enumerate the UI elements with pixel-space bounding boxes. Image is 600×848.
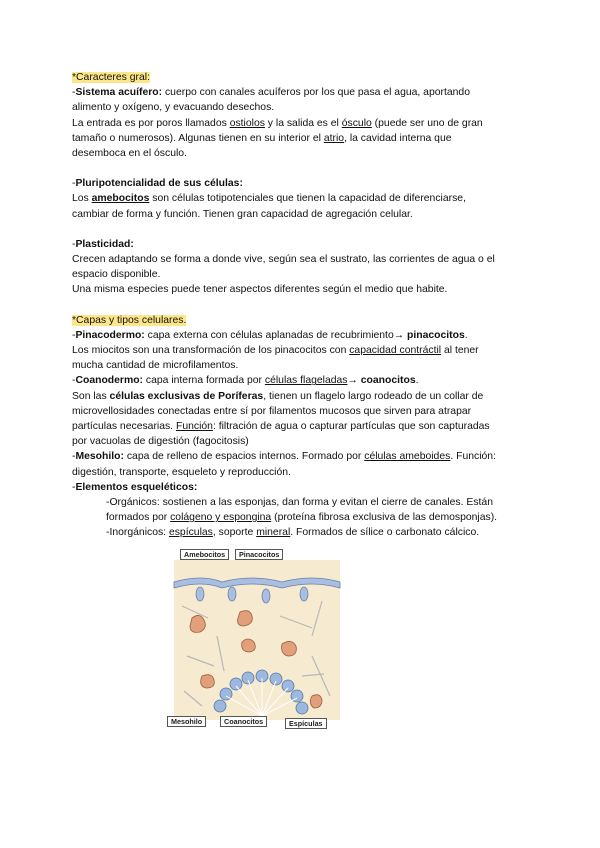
label-amebocitos: Amebocitos <box>180 549 229 560</box>
sponge-cell-diagram <box>162 546 352 730</box>
label-pinacocitos: Pinacocitos <box>235 549 283 560</box>
label-mesohilo: Mesohilo <box>167 716 206 727</box>
sponge-illustration <box>162 546 352 730</box>
heading-plasticidad: -Plasticidad: <box>72 238 134 250</box>
list-item-organicos: -Orgánicos: sostienen a las esponjas, dan forma y evitan el cierre de canales. Están <box>106 497 493 509</box>
label-coanocitos: Coanocitos <box>220 716 267 727</box>
heading-pluripotencialidad: -Pluripotencialidad de sus células: <box>72 178 243 190</box>
section-title-capas: *Capas y tipos celulares. <box>72 314 187 326</box>
paragraph-sistema-acuifero: -Sistema acuífero: cuerpo con canales acuíferos por los que pasa el agua, aportando <box>72 87 470 99</box>
label-espiculas: Espículas <box>285 718 327 729</box>
paragraph-coanodermo: -Coanodermo: capa interna formada por células flageladas→ coanocitos. <box>72 375 419 387</box>
document-body: *Caracteres gral: -Sistema acuífero: cuerpo con canales acuíferos por los que pasa el agua, aportando alimento y oxígeno, y evacuando desechos. La entrada es por poros llamados ostiolos y la salida es el ósculo (puede ser uno de gran tamaño o numerosos). Algunas tienen en su interior el atrio, la cavidad interna que desemboca en el ósculo. -Pluripotencialidad de sus células: Los amebocitos son células totipotenciales que tienen la capacidad de diferenciarse, cambiar de forma y función. Tienen gran capacidad de agregación celular. -Plasticidad: Crecen adaptando se forma a donde vive, según sea el sustrato, las corrientes de agua o el espacio disponible. Una misma especies puede tener aspectos diferentes según el medio que habite. *Capas y tipos celulares. -Pinacodermo: capa externa con células aplanadas de recubrimiento→ pinacocitos. Los miocitos son una transformación de los pinacocitos con capacidad contráctil al tener mucha cantidad de microfilamentos. -Coanodermo: capa interna formada por células flageladas→ coanocitos. Son las células exclusivas de Poríferas, tienen un flagelo largo rodeado de un collar de microvellosidades conectadas entre sí por filamentos mucosos que sirven para atrapar partículas necesarias. Función: filtración de agua o capturar partículas que son capturadas por vacuolas de digestión (fagocitosis) -Mesohilo: capa de relleno de espacios internos. Formado por células ameboides. Función: digestión, transporte, esqueleto y reproducción. -Elementos esqueléticos: -Orgánicos: sostienen a las esponjas, dan forma y evitan el cierre de canales. Están formados por colágeno y espongina (proteína fibrosa exclusiva de las demosponjas). -Inorgánicos: espículas, soporte mineral. Formados de sílice o carbonato cálcico. <box>72 70 532 541</box>
paragraph-mesohilo: -Mesohilo: capa de relleno de espacios internos. Formado por células ameboides. Función: <box>72 451 496 463</box>
list-item-inorganicos: -Inorgánicos: espículas, soporte mineral. Formados de sílice o carbonato cálcico. <box>106 527 480 539</box>
paragraph-pinacodermo: -Pinacodermo: capa externa con células aplanadas de recubrimiento→ pinacocitos. <box>72 329 468 341</box>
heading-elementos-esqueleticos: -Elementos esqueléticos: <box>72 481 198 493</box>
section-title-caracteres: *Caracteres gral: <box>72 72 150 83</box>
